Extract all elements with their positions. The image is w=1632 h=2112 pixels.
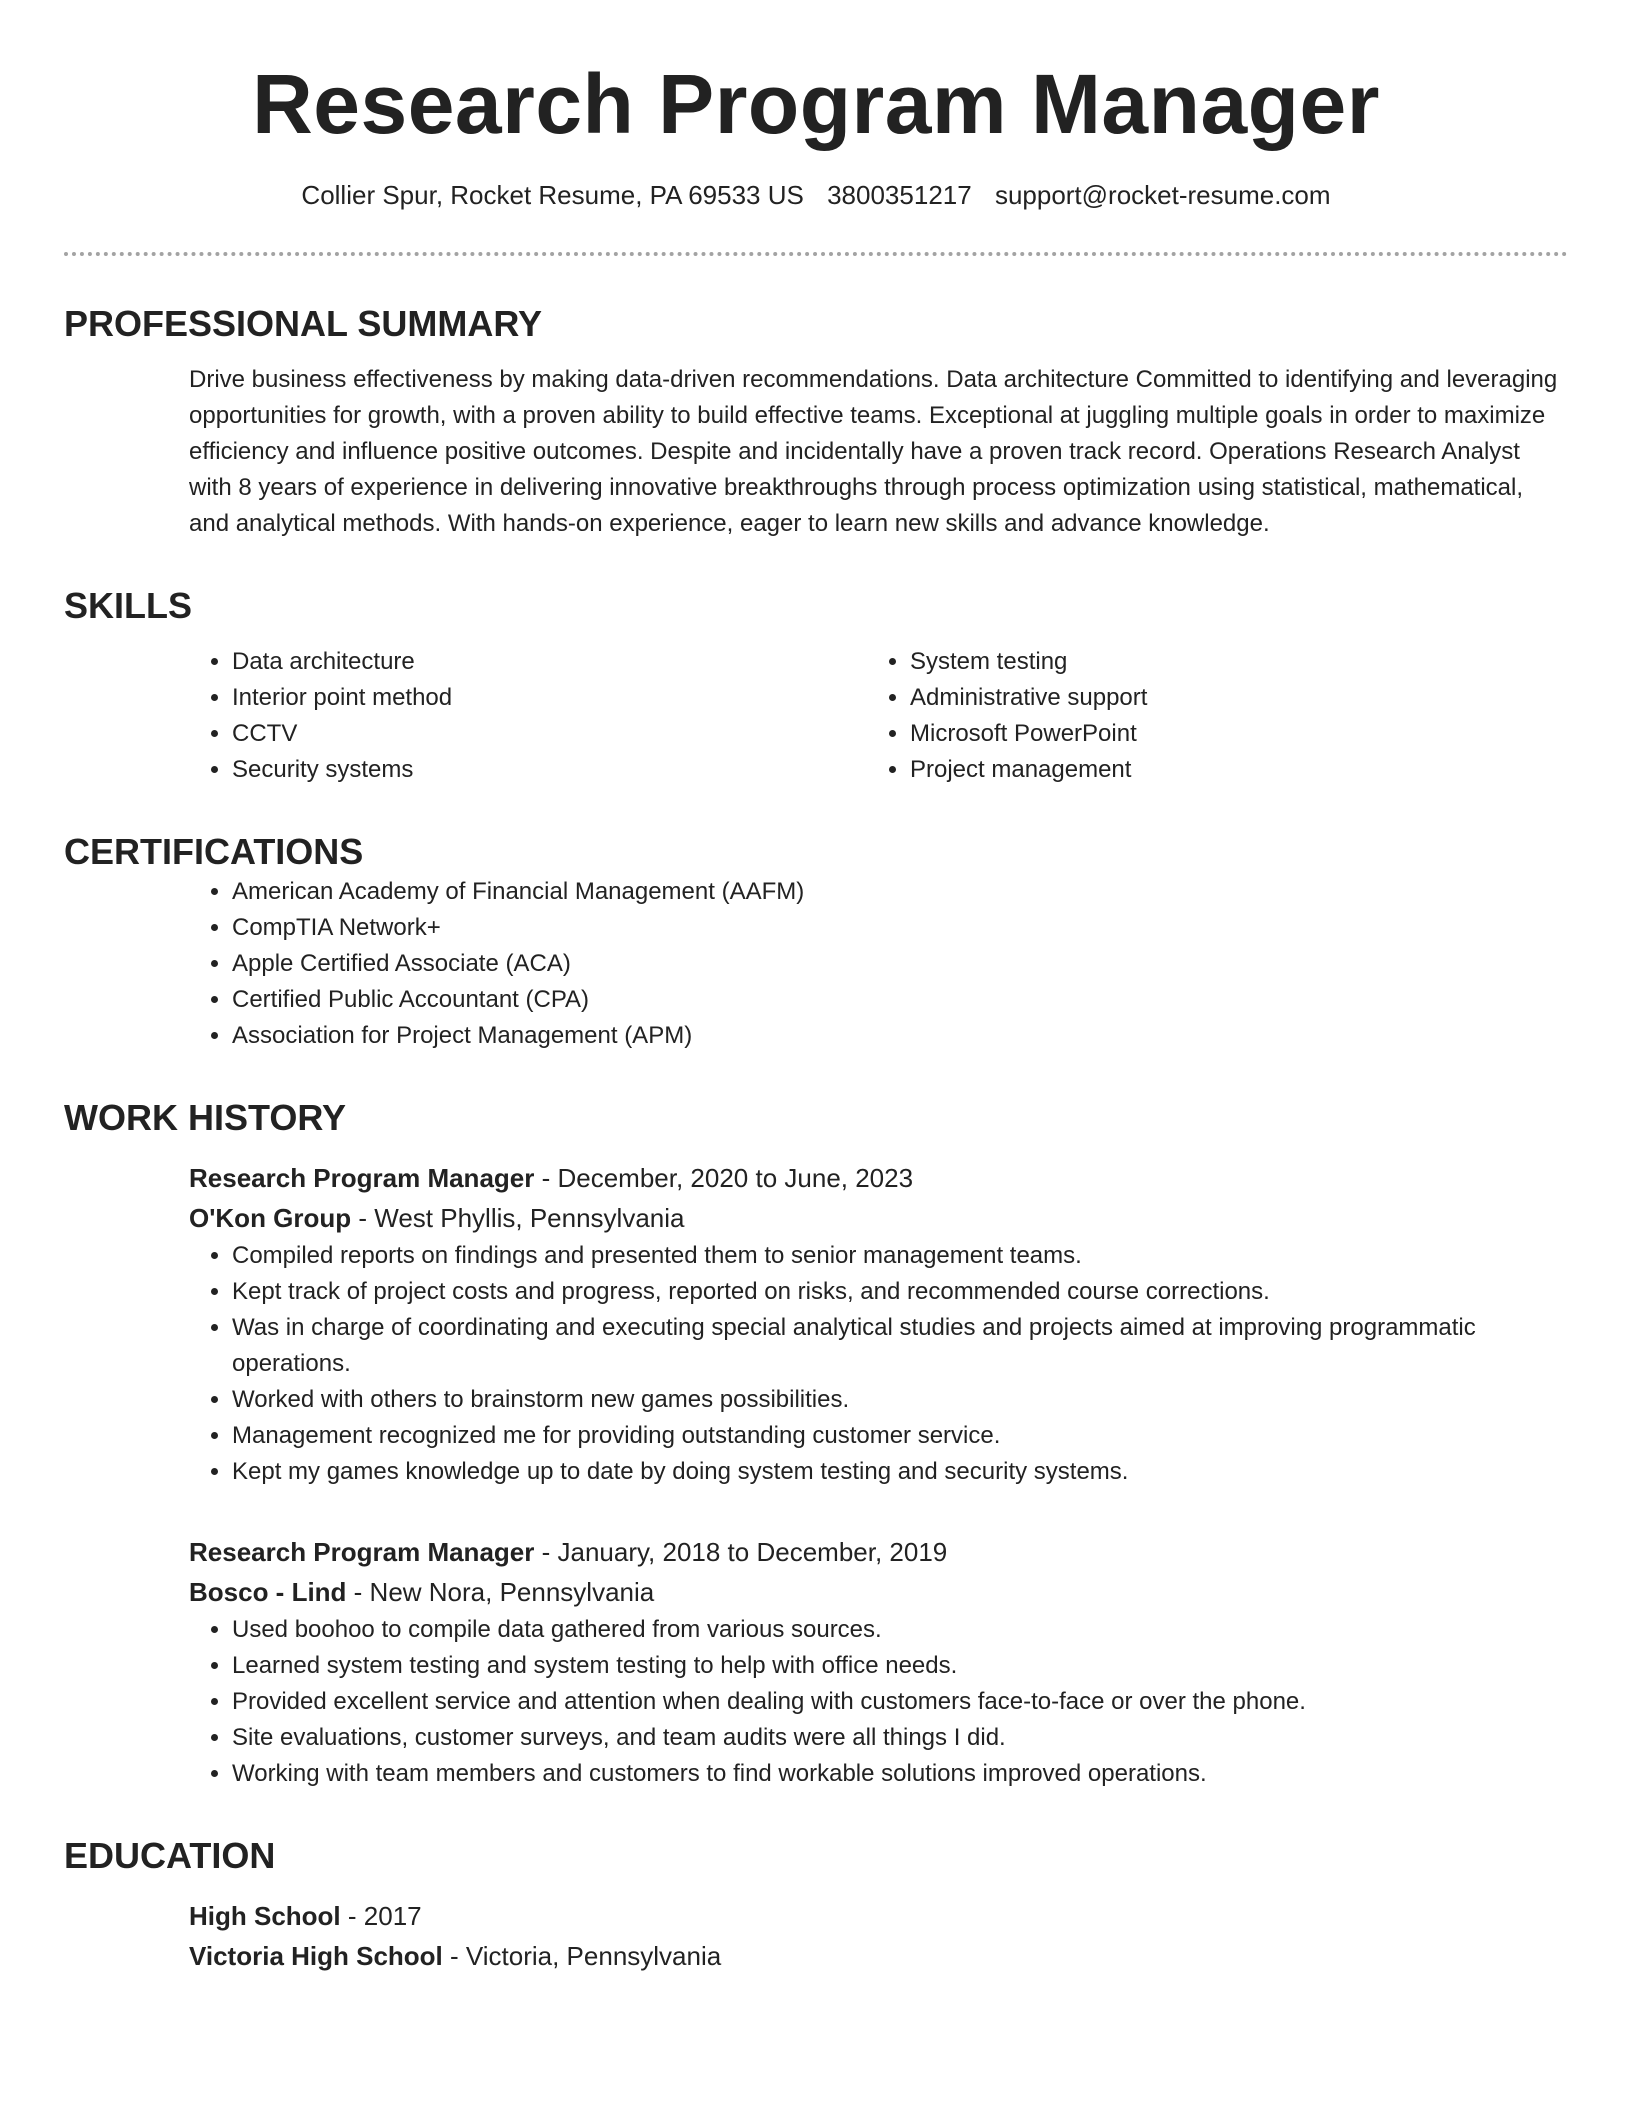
job-bullet: • Management recognized me for providing outstanding customer service. — [232, 1418, 1568, 1454]
job-company: O'Kon Group — [189, 1203, 352, 1233]
education-section — [64, 1834, 1568, 1976]
job-role-line — [189, 1158, 1568, 1198]
job-location: - West Phyllis, Pennsylvania — [351, 1203, 685, 1233]
job-bullet: • Provided excellent service and attention when dealing with customers face-to-face or over the phone. — [232, 1684, 1568, 1720]
header-divider — [64, 252, 1568, 256]
skill-item: • Microsoft PowerPoint — [910, 716, 1545, 752]
job-dates: - December, 2020 to June, 2023 — [534, 1163, 914, 1193]
job-bullet: • Kept track of project costs and progress, reported on risks, and recommended course corrections. — [232, 1274, 1568, 1310]
job-entry — [189, 1158, 1568, 1490]
job-bullet: • Learned system testing and system testing to help with office needs. — [232, 1648, 1568, 1684]
certification-item: • CompTIA Network+ — [232, 910, 1568, 946]
skills-title: SKILLS — [64, 585, 193, 626]
education-degree-line — [189, 1896, 1568, 1936]
job-bullet: • Worked with others to brainstorm new games possibilities. — [232, 1382, 1568, 1418]
education-school: Victoria High School — [189, 1941, 443, 1971]
job-location: - New Nora, Pennsylvania — [346, 1577, 655, 1607]
job-entry — [189, 1532, 1568, 1792]
skill-item: • System testing — [910, 644, 1545, 680]
job-dates: - January, 2018 to December, 2019 — [534, 1537, 948, 1567]
job-bullet: • Was in charge of coordinating and executing special analytical studies and projects aimed at improving programmatic operations. — [232, 1310, 1568, 1382]
certification-item: • Apple Certified Associate (ACA) — [232, 946, 1568, 982]
education-degree: High School — [189, 1901, 341, 1931]
certification-item: • Certified Public Accountant (CPA) — [232, 982, 1568, 1018]
summary-title: PROFESSIONAL SUMMARY — [64, 303, 543, 344]
job-role: Research Program Manager — [189, 1537, 535, 1567]
job-bullet: • Site evaluations, customer surveys, and team audits were all things I did. — [232, 1720, 1568, 1756]
certification-item: • American Academy of Financial Management (AAFM) — [232, 874, 1568, 910]
skills-column-right — [867, 644, 1545, 788]
job-company-line — [189, 1198, 1568, 1238]
skills-column-left — [189, 644, 867, 788]
skills-grid — [189, 644, 1568, 788]
job-bullet: • Used boohoo to compile data gathered from various sources. — [232, 1612, 1568, 1648]
skill-item: • Project management — [910, 752, 1545, 788]
job-bullet: • Kept my games knowledge up to date by doing system testing and security systems. — [232, 1454, 1568, 1490]
certifications-title: CERTIFICATIONS — [64, 831, 364, 872]
education-entry — [189, 1896, 1568, 1976]
resume-name-heading: Research Program Manager — [252, 57, 1380, 151]
job-bullets — [189, 1612, 1568, 1792]
certification-item: • Association for Project Management (APM) — [232, 1018, 1568, 1054]
job-bullets — [189, 1238, 1568, 1490]
job-bullet: • Compiled reports on findings and presented them to senior management teams. — [232, 1238, 1568, 1274]
education-year: - 2017 — [340, 1901, 422, 1931]
summary-text: Drive business effectiveness by making data-driven recommendations. Data architecture Committed to identifying and leveraging opportunities for growth, with a proven ability to build effective teams. Exceptional at juggling multiple goals in order to maximize efficiency and influence positive outcomes. Despite and incidentally have a proven track record. Operations Research Analyst with 8 years of experience in delivering innovative breakthroughs through process optimization using statistical, mathematical, and analytical methods. With hands-on experience, eager to learn new skills and advance knowledge. — [189, 366, 1558, 537]
certifications-list — [189, 874, 1568, 1054]
contact-email: support@rocket-resume.com — [994, 180, 1331, 210]
job-company: Bosco - Lind — [189, 1577, 347, 1607]
education-school-line — [189, 1936, 1568, 1976]
skill-item: • Administrative support — [910, 680, 1545, 716]
skill-item: • Security systems — [232, 752, 867, 788]
contact-line — [64, 178, 1568, 212]
job-role: Research Program Manager — [189, 1163, 535, 1193]
skill-item: • Data architecture — [232, 644, 867, 680]
education-title: EDUCATION — [64, 1835, 276, 1876]
contact-phone: 3800351217 — [827, 180, 972, 210]
skills-section — [64, 584, 1568, 788]
job-bullet: • Working with team members and customers to find workable solutions improved operations. — [232, 1756, 1568, 1792]
job-company-line — [189, 1572, 1568, 1612]
education-location: - Victoria, Pennsylvania — [442, 1941, 722, 1971]
skill-item: • Interior point method — [232, 680, 867, 716]
work-history-title: WORK HISTORY — [64, 1097, 347, 1138]
job-role-line — [189, 1532, 1568, 1572]
contact-address: Collier Spur, Rocket Resume, PA 69533 US — [301, 180, 804, 210]
skill-item: • CCTV — [232, 716, 867, 752]
certifications-section — [64, 830, 1568, 1054]
summary-section — [64, 302, 1568, 542]
work-history-section — [64, 1096, 1568, 1792]
